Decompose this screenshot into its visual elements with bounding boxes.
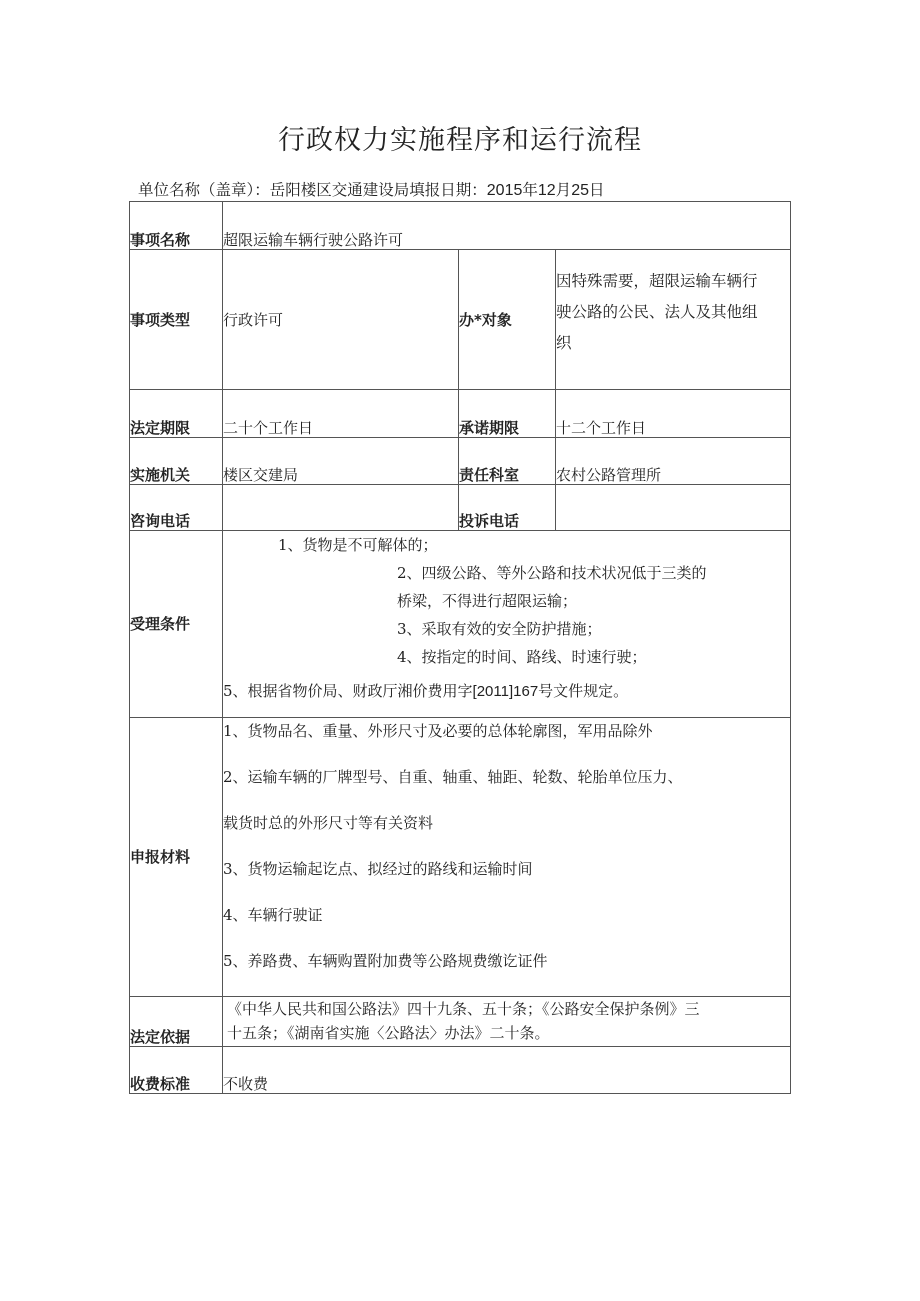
row-periods (130, 390, 791, 438)
consult-phone-label: 咨询电话 (130, 485, 223, 531)
unit-label: 单位名称（盖章）：岳阳楼区交通建设局填报日期： (138, 181, 487, 199)
conditions-label: 受理条件 (130, 531, 223, 718)
row-item-name (130, 202, 791, 250)
month-unit: 月 (555, 181, 572, 199)
page-title: 行政权力实施程序和运行流程 (278, 125, 642, 156)
row-item-type (130, 250, 791, 390)
target-line-1: 因特殊需要，超限运输车辆行 (556, 272, 758, 290)
procedure-form-table (129, 201, 791, 1094)
report-year: 2015 (486, 182, 523, 199)
condition-5-text: 5、根据省物价局、财政厅湘价费用字 (223, 682, 473, 700)
condition-1: 1、货物是不可解体的； (278, 536, 438, 554)
target-line-3: 织 (556, 334, 572, 352)
materials-label: 申报材料 (130, 718, 223, 997)
condition-5 (223, 677, 790, 706)
legal-basis-line-2: 十五条；《湖南省实施〈公路法〉办法》二十条。 (227, 1024, 550, 1042)
item-name-label: 事项名称 (130, 202, 223, 250)
material-2b: 载货时总的外形尺寸等有关资料 (223, 814, 434, 832)
condition-2a: 2、四级公路、等外公路和技术状况低于三类的 (397, 564, 707, 582)
report-month: 12 (537, 182, 556, 199)
promised-period-value: 十二个工作日 (556, 390, 791, 438)
row-fee (130, 1047, 791, 1094)
report-day: 25 (571, 182, 589, 199)
department-label: 责任科室 (459, 438, 556, 485)
item-type-value: 行政许可 (223, 250, 459, 390)
condition-2b: 桥梁，不得进行超限运输； (397, 592, 578, 610)
material-2a: 2、运输车辆的厂牌型号、自重、轴重、轴距、轮数、轮胎单位压力、 (223, 768, 683, 786)
legal-basis-label: 法定依据 (130, 997, 223, 1047)
fee-value: 不收费 (223, 1047, 791, 1094)
material-5: 5、养路费、车辆购置附加费等公路规费缴讫证件 (223, 952, 548, 970)
complaint-phone-value (556, 485, 791, 531)
legal-basis-value (223, 997, 791, 1047)
row-conditions (130, 531, 791, 718)
material-3: 3、货物运输起讫点、拟经过的路线和运输时间 (223, 860, 533, 878)
material-1: 1、货物品名、重量、外形尺寸及必要的总体轮廓图，军用品除外 (223, 722, 653, 740)
legal-period-value: 二十个工作日 (223, 390, 459, 438)
condition-4: 4、按指定的时间、路线、时速行驶； (397, 648, 647, 666)
target-label: 办*对象 (459, 250, 556, 390)
condition-3: 3、采取有效的安全防护措施； (397, 620, 602, 638)
condition-5-doc-number: [2011]167 (472, 683, 539, 700)
row-materials (130, 718, 791, 997)
year-unit: 年 (522, 181, 538, 199)
complaint-phone-label: 投诉电话 (459, 485, 556, 531)
department-value: 农村公路管理所 (556, 438, 791, 485)
legal-basis-line-1: 《中华人民共和国公路法》四十九条、五十条；《公路安全保护条例》三 (227, 1000, 700, 1018)
item-name-value: 超限运输车辆行驶公路许可 (223, 202, 791, 250)
legal-period-label: 法定期限 (130, 390, 223, 438)
row-phones (130, 485, 791, 531)
consult-phone-value (223, 485, 459, 531)
unit-and-date-line (138, 178, 605, 200)
agency-value: 楼区交建局 (223, 438, 459, 485)
day-unit: 日 (588, 181, 605, 199)
conditions-value (223, 531, 791, 718)
materials-value (223, 718, 791, 997)
item-type-label: 事项类型 (130, 250, 223, 390)
target-value (556, 250, 791, 390)
target-line-2: 驶公路的公民、法人及其他组 (556, 303, 758, 321)
row-agency (130, 438, 791, 485)
promised-period-label: 承诺期限 (459, 390, 556, 438)
agency-label: 实施机关 (130, 438, 223, 485)
row-legal-basis (130, 997, 791, 1047)
material-4: 4、车辆行驶证 (223, 906, 323, 924)
fee-label: 收费标准 (130, 1047, 223, 1094)
condition-5-suffix: 号文件规定。 (538, 682, 629, 700)
